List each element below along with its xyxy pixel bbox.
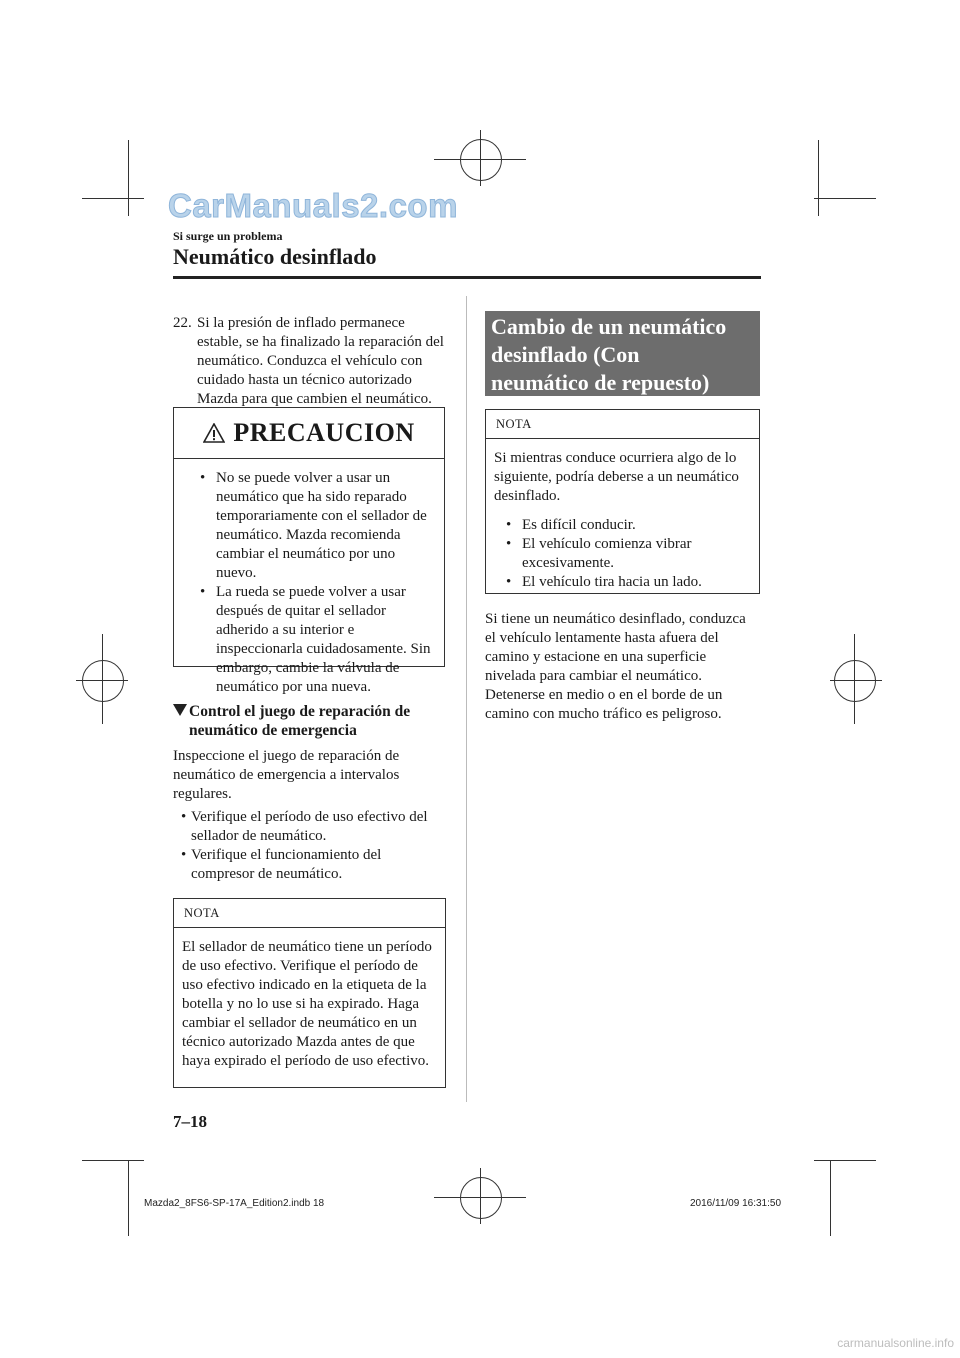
bullet-glyph: • (181, 847, 187, 863)
page-number: 7–18 (173, 1112, 207, 1131)
list-item: • El vehículo comienza vibrar excesivamente. (506, 536, 692, 571)
print-slug-date: 2016/11/09 16:31:50 (690, 1198, 782, 1209)
list-item: • El vehículo tira hacia un lado. (506, 574, 702, 590)
note-text: El sellador de neumático tiene un período de uso efectivo. Verifique el período de uso efectivo indicado en la etiqueta de la botella y no lo use si ha expirado. Haga cambiar el sellador de neumático en un técnico autorizado Mazda antes de que haya expirado el período de uso efectivo. (182, 939, 432, 1069)
caution-item: • La rueda se puede volver a usar después de quitar el sellador adherido a su interior e inspeccionarla cuidadosamente. Sin embargo, cambie la válvula de neumático por una nueva. (200, 584, 431, 695)
note-label: NOTA (486, 410, 759, 439)
caution-header (174, 408, 444, 459)
caution-title: PRECAUCION (233, 418, 415, 447)
step-first-line: Si la presión de inflado permanece (197, 315, 405, 331)
bullet-glyph: • (506, 574, 512, 590)
watermark-logo[interactable]: CarManuals2.com (168, 187, 458, 224)
column-divider (466, 296, 467, 1102)
note-box-symptoms (485, 409, 760, 594)
check-section-heading: Control el juego de reparación de neumático de emergencia (173, 702, 445, 740)
list-item: • Verifique el período de uso efectivo del sellador de neumático. (181, 809, 428, 844)
bullet-glyph: • (200, 470, 206, 486)
page-title: Neumático desinflado (173, 244, 377, 269)
bullet-glyph: • (181, 809, 187, 825)
caution-body (174, 459, 444, 697)
print-slug-file: Mazda2_8FS6-SP-17A_Edition2.indb 18 (144, 1198, 325, 1209)
step-rest: estable, se ha finalizado la reparación del neumático. Conduzca el vehículo con cuidado hasta un técnico autorizado Mazda para que cambien el neumático. (197, 334, 444, 407)
header-rule (173, 276, 761, 279)
caution-box (173, 407, 445, 695)
check-list (173, 808, 445, 884)
check-intro: Inspeccione el juego de reparación de neumático de emergencia a intervalos regulares. (173, 748, 400, 802)
note-box-sealant (173, 898, 446, 1088)
caution-item: • No se puede volver a usar un neumático que ha sido reparado temporariamente con el sellador de neumático. Mazda recomienda cambiar el neumático por uno nuevo. (200, 470, 427, 581)
note-intro: Si mientras conduce ocurriera algo de lo siguiente, podría deberse a un neumático desinflado. (494, 450, 739, 504)
section-label: Si surge un problema (173, 229, 283, 243)
triangle-down-icon (173, 704, 187, 716)
footer-watermark[interactable]: carmanualsonline.info (837, 1336, 954, 1350)
warning-icon (203, 423, 225, 443)
bullet-glyph: • (506, 536, 512, 552)
change-section-title: Cambio de un neumático desinflado (Con neumático de repuesto) (485, 311, 760, 396)
bullet-glyph: • (506, 517, 512, 533)
step-number: 22. (173, 315, 192, 331)
change-instructions: Si tiene un neumático desinflado, conduzca el vehículo lentamente hasta afuera del camino y estacione en una superficie nivelada para cambiar el neumático. Detenerse en medio o en el borde de un camino con mucho tráfico es peligroso. (485, 611, 746, 722)
list-item: • Es difícil conducir. (506, 517, 636, 533)
note-label: NOTA (174, 899, 445, 928)
bullet-glyph: • (200, 584, 206, 600)
step-22 (173, 314, 445, 409)
list-item: • Verifique el funcionamiento del compresor de neumático. (181, 847, 382, 882)
